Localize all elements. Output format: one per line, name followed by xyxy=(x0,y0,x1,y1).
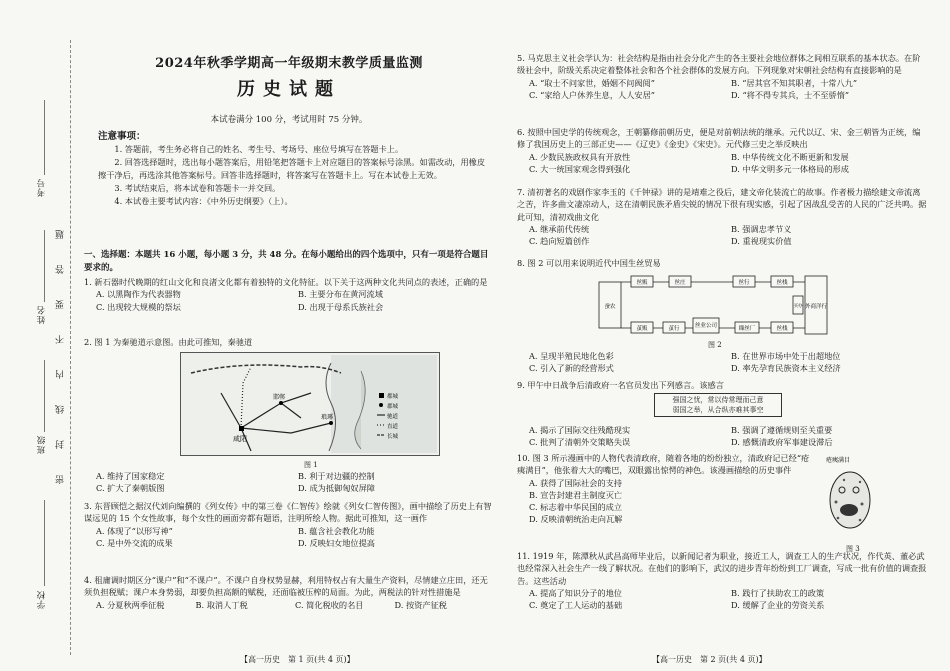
notice-item: 4. 本试卷主要考试内容：《中外历史纲要》（上）。 xyxy=(114,196,293,206)
question-stem: 1. 新石器时代晚期的红山文化和良渚文化都有着独特的文化特征。以下关于这两种文化共同点的表述，正确的是 xyxy=(84,277,488,287)
option-b: B. 主要分布在黄河流域 xyxy=(298,289,383,300)
diagram-node: 丝行 xyxy=(738,280,750,286)
question-4 xyxy=(84,574,494,611)
zhidao-road xyxy=(241,367,251,428)
option-a: A. “取士不问家世，婚姻不问阀阅” xyxy=(529,77,655,88)
svg-text:长城: 长城 xyxy=(387,434,399,440)
quote-line: 弱国之举，从合纵亦难其事空 xyxy=(672,406,764,414)
diagram-node: 买办 xyxy=(793,304,803,309)
option-a: A. 提高了知识分子的地位 xyxy=(529,587,622,598)
option-a: A. 获得了国际社会的支持 xyxy=(529,477,622,488)
option-c: C. 出现较大规模的祭坛 xyxy=(96,301,181,312)
question-11 xyxy=(517,550,927,611)
option-b: B. 蕴含社会教化功能 xyxy=(298,525,375,536)
notice-title: 注意事项： xyxy=(98,131,146,142)
question-2-options xyxy=(96,470,494,495)
question-8-stem: 8. 图 2 可以用来说明近代中国生丝贸易 xyxy=(517,258,661,268)
great-wall xyxy=(191,365,341,373)
figure-2-silk-trade-diagram xyxy=(597,272,837,338)
option-c: C. 大一统国家观念得到强化 xyxy=(529,163,631,174)
diagram-node: 茧贩 xyxy=(636,326,648,332)
option-c: C. 批判了清朝外交策略失误 xyxy=(529,437,631,448)
option-d: D. “将不得专其兵，士不至骄惰” xyxy=(731,89,850,100)
option-c: C. 是中外交流的成果 xyxy=(96,537,173,548)
question-5 xyxy=(517,52,927,101)
notice-item: 2. 回答选择题时，选出每小题答案后，用铅笔把答题卡上对应题目的答案标号涂黑。如需改动，用橡皮擦干净后，再选涂其他答案标号。回答非选择题时，将答案写在答题卡上。写在本试卷上无效。 xyxy=(98,157,486,180)
question-stem: 6. 按照中国史学的传统观念，王朝纂修前朝历史，便是对前朝法统的继承。元代以辽、宋、金三朝皆为正统，编修了我国历史上的三部正史——《辽史》《金史》《宋史》。元代修三史之举反映出 xyxy=(517,127,921,150)
option-b: B. 利于对边疆的控制 xyxy=(298,471,375,481)
diagram-node: 丝栈 xyxy=(776,326,788,332)
exam-number-label: 考号 xyxy=(37,178,47,197)
option-c: C. 扩大了秦朝版图 xyxy=(96,483,165,494)
option-b: B. 在世界市场中处于出超地位 xyxy=(731,351,841,361)
commandery-marker xyxy=(329,421,333,425)
option-d: D. 感慨清政府军事建设滞后 xyxy=(731,437,833,448)
option-a: A. 呈现半殖民地化色彩 xyxy=(529,351,614,361)
option-d: D. 重视现实价值 xyxy=(731,236,792,247)
option-b: B. 宣告封建君主制度灭亡 xyxy=(529,489,623,500)
option-a: A. 分夏秋两季征税 xyxy=(96,599,165,610)
option-c: C. 趋向短篇创作 xyxy=(529,236,590,247)
diagram-node: 缫丝厂 xyxy=(738,326,756,332)
option-c: C. “家给人户休养生息，人人安居” xyxy=(529,89,655,100)
option-d: D. 缓解了企业的劳资关系 xyxy=(731,600,825,611)
diagram-node: 丝栈 xyxy=(776,280,788,286)
name-blank xyxy=(44,230,45,302)
question-1 xyxy=(84,276,494,313)
subject-title: 历史试题 xyxy=(237,79,341,100)
question-9-stem: 9. 甲午中日战争后清政府一名官员发出下列感言。该感言 xyxy=(517,380,724,390)
option-a: A. 少数民族政权具有开放性 xyxy=(529,151,631,162)
figure-3-caption: 图 3 xyxy=(846,545,860,553)
question-2-stem: 2. 图 1 为秦驰道示意图。由此可推知，秦驰道 xyxy=(84,337,253,347)
question-3 xyxy=(84,500,494,549)
question-8-options xyxy=(529,350,927,375)
section-heading: 一、选择题：本题共 16 小题，每小题 3 分，共 48 分。在每小题给出的四个选项中，只有一项是符合题目要求的。 xyxy=(84,250,489,273)
question-stem: 3. 东晋顾恺之据汉代刘向编撰的《列女传》中的第三卷《仁智传》绘就《列女仁智传图》，画中描绘了历史上有智谋远见的 15 个女性故事，每个女性的画面旁都有题语，注明所绘人物。据此可推知，这一画作 xyxy=(84,501,492,524)
diagram-node: 丝业公司 xyxy=(694,323,718,329)
diagram-node: 茧行 xyxy=(668,326,680,332)
option-a: A. 体现了“以形写神” xyxy=(96,525,173,536)
footer-page-1: 【高一历史 第 1 页(共 4 页)】 xyxy=(240,655,355,664)
option-c: C. 引入了新的经营形式 xyxy=(529,363,614,374)
capital-marker xyxy=(239,426,244,431)
question-7 xyxy=(517,186,927,247)
option-b: B. “居其官不知其职者，十常八九” xyxy=(731,77,858,88)
question-stem: 11. 1919 年，陈潭秋从武昌高师毕业后，以新闻记者为职业，接近工人，调查工人的生产状况，作代英、董必武也经常深入社会生产一线了解状况。在他们的影响下，武汉的进步青年纷纷到工厂调查，写成一批有价值的调查报告。这些活动 xyxy=(517,551,927,586)
option-a: A. 继承前代传统 xyxy=(529,223,590,234)
option-d: D. 反映清朝统治走向瓦解 xyxy=(529,514,623,525)
school-blank xyxy=(44,500,45,586)
figure-1-map xyxy=(180,352,440,456)
footer-page-2: 【高一历史 第 2 页(共 4 页)】 xyxy=(652,655,767,664)
sea-area xyxy=(331,355,437,453)
question-6 xyxy=(517,126,927,175)
diagram-node: 外商洋行 xyxy=(804,304,828,310)
notice-list xyxy=(98,143,490,208)
option-d: D. 出现于母系氏族社会 xyxy=(298,301,384,312)
commandery-marker xyxy=(279,401,283,405)
seal-line-text: 题 答 要 不 内 线 封 密 xyxy=(56,230,66,484)
map-label: 邯郸 xyxy=(273,394,286,401)
notice-item: 3. 考试结束后，将本试卷和答题卡一并交回。 xyxy=(114,183,281,193)
option-a: A. 维持了国家稳定 xyxy=(96,471,165,481)
svg-text:驰道: 驰道 xyxy=(387,414,399,420)
option-c: C. 奠定了工人运动的基础 xyxy=(529,600,623,611)
option-c: C. 简化税收的名目 xyxy=(295,599,364,610)
qin-road-map xyxy=(181,353,439,455)
option-d: D. 反映妇女地位提高 xyxy=(298,537,375,548)
option-b: B. 中华传统文化不断更新和发展 xyxy=(731,151,849,162)
svg-text:都城: 都城 xyxy=(387,394,399,400)
quote-line: 强国之忧，常以侍常理而己意 xyxy=(672,396,764,404)
figure-3-cartoon xyxy=(822,452,876,542)
question-9-options xyxy=(529,424,927,449)
question-stem: 5. 马克思主义社会学认为：社会结构是指由社会分化产生的各主要社会地位群体之间相互联系的基本状态。在阶级社会中，阶级关系决定着整体社会和各个社会群体的发展方向。下列现象对宋朝社会结构有直接影响的是 xyxy=(517,53,921,76)
binding-dashed-line xyxy=(70,40,71,655)
question-10 xyxy=(517,452,817,526)
option-c: C. 标志着中华民国的成立 xyxy=(529,502,623,513)
option-b: B. 强调忠孝节义 xyxy=(731,223,792,234)
cartoon-caption-text: 疮痍满目 xyxy=(826,457,851,464)
question-stem: 4. 租庸调时期区分“课户”和“不课户”。不课户自身权势显赫，利用特权占有大量生产资料，尽情建立庄田，还无须负担税赋；课户本身势弱，却要负担高额的赋税，还面临被压榨的局面。为此，两税法的针对性措施是 xyxy=(84,575,488,598)
exam-info: 本试卷满分 100 分，考试用时 75 分钟。 xyxy=(210,115,368,125)
question-stem: 10. 图 3 所示漫画中的人物代表清政府，随着各地的纷纷独立，清政府记已经“疮痍满目”，他张着大大的嘴巴，双眼露出惊愕的神色。该漫画描绘的历史事件 xyxy=(517,453,810,476)
diagram-node: 蚕农 xyxy=(604,304,616,310)
class-blank xyxy=(44,360,45,432)
name-label: 姓名 xyxy=(37,305,47,324)
option-d: D. 成为抵御匈奴屏障 xyxy=(298,483,375,494)
class-label: 班级 xyxy=(37,435,47,454)
diagram-node: 丝庄 xyxy=(674,280,686,286)
option-d: D. 中华文明多元一体格局的形成 xyxy=(731,163,849,174)
svg-text:直道: 直道 xyxy=(387,424,399,430)
option-b: B. 强调了遵循规则至关重要 xyxy=(731,425,833,435)
svg-text:郡城: 郡城 xyxy=(387,404,399,410)
option-a: A. 以黑陶作为代表器物 xyxy=(96,289,181,300)
diagram-node: 丝贩 xyxy=(636,280,648,286)
figure-1-caption: 图 1 xyxy=(304,461,318,469)
figure-2-caption: 图 2 xyxy=(708,341,722,349)
option-d: D. 率先孕育民族资本主义经济 xyxy=(731,363,841,374)
school-label: 学校 xyxy=(37,590,47,609)
map-label: 咸阳 xyxy=(233,435,247,443)
notice-item: 1. 答题前，考生务必将自己的姓名、考生号、考场号、座位号填写在答题卡上。 xyxy=(114,144,404,154)
quote-box xyxy=(654,393,782,417)
option-d: D. 按资产征税 xyxy=(394,599,447,610)
option-a: A. 揭示了国际交往残酷现实 xyxy=(529,425,631,435)
option-b: B. 取消人丁税 xyxy=(195,599,248,610)
exam-number-blank xyxy=(44,100,45,175)
exam-title: 2024年秋季学期高一年级期末教学质量监测 xyxy=(155,56,423,71)
question-stem: 7. 清初著名的戏剧作家李玉的《千钟禄》讲的是靖难之役后，建文帝化装流亡的故事。作者极力描绘建文帝流离之苦，许多曲文凄凉动人，这在清朝民族矛盾尖锐的情况下很有现实感，引起了因战乱受苦的人民的广泛共鸣。据此可知，清初戏曲文化 xyxy=(517,187,927,222)
option-b: B. 践行了扶助农工的政策 xyxy=(731,587,825,598)
map-label: 琅琊 xyxy=(321,414,334,421)
